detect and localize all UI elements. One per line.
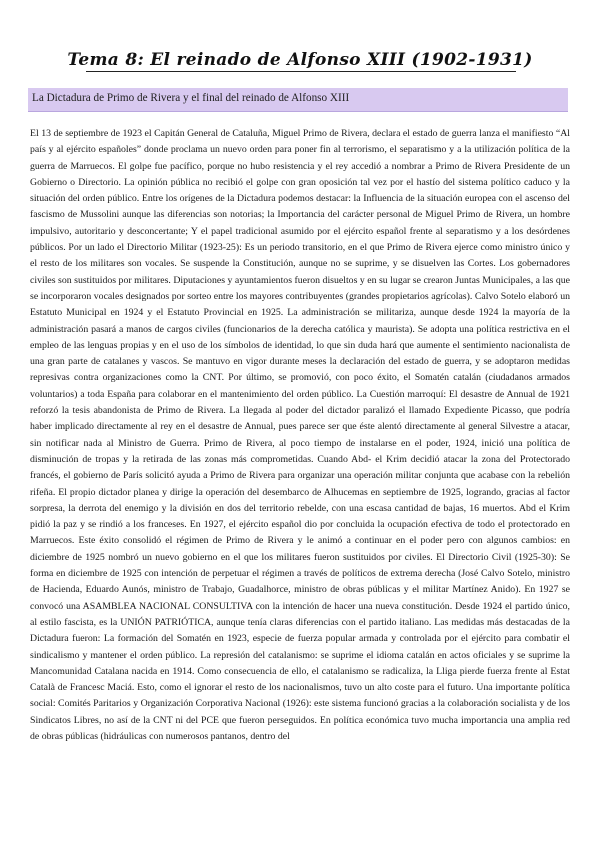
section-heading: La Dictadura de Primo de Rivera y el final del reinado de Alfonso XIII: [32, 92, 350, 104]
section-heading-bar: [28, 88, 568, 112]
body-paragraph: El 13 de septiembre de 1923 el Capitán General de Cataluña, Miguel Primo de Rivera, declara el estado de guerra lanza el manifiesto “Al país y al ejército españoles” donde proclama un nuevo orden para poner fin al terrorismo, el separatismo y a la utilización política de la guerra de Marruecos. El golpe fue pacífico, porque no hubo resistencia y el rey accedió a nombrar a Primo de Rivera Presidente de un Gobierno o Directorio. La opinión pública no recibió el golpe con gran oposición tal vez por el hastío del sistema político caduco y la situación del orden público. Entre los orígenes de la Dictadura podemos destacar: la Influencia de la situación europea con el ascenso del fascismo de Mussolini aunque las diferencias son notorias; la Importancia del carácter personal de Miguel Primo de Rivera, un hombre impulsivo, autoritario y desconcertante; Y el papel tradicional asumido por el ejército español frente al separatismo y a los desórdenes públicos. Por un lado el Directorio Militar (1923-25): Es un periodo transitorio, en el que Primo de Rivera ejerce como ministro único y el resto de los militares son vocales. Se suspende la Constitución, aunque no se suprime, y se disuelven las Cortes. Los gobernadores civiles son sustituidos por militares. Diputaciones y ayuntamientos fueron disueltos y en su lugar se crearon Juntas Municipales, a las que se incorporaron vocales designados por sorteo entre los mayores contribuyentes (grandes propietarios agrícolas). Calvo Sotelo elaboró un Estatuto Municipal en 1924 y el Estatuto Provincial en 1925. La administración se militariza, aunque desde 1924 la mayoría de la administración pasará a manos de cargos civiles (funcionarios de la derecha católica y maurista). Se adopta una política restrictiva en el empleo de las lenguas propias y en el uso de los símbolos de identidad, lo que sin duda hará que aumente el sentimiento nacionalista de una gran parte de catalanes y vascos. Se mantuvo en vigor durante meses la declaración del estado de guerra, y se adoptaron medidas represivas contra organizaciones como la CNT. Por último, se promovió, con poco éxito, el Somatén catalán (ciudadanos armados voluntarios) a toda España para colaborar en el mantenimiento del orden público. La Cuestión marroquí: El desastre de Annual de 1921 reforzó la tesis abandonista de Primo de Rivera. La llegada al poder del dictador paralizó el llamado Expediente Picasso, que podría haber implicado directamente al rey en el desastre de Annual, pues parece ser que éste alentó directamente al general Silvestre a atacar, sin notificar nada al Ministro de Guerra. Primo de Rivera, al poco tiempo de instalarse en el poder, 1924, inició una política de disminución de tropas y la retirada de las zonas más comprometidas. Cuando Abd- el Krim decidió atacar la zona del Protectorado francés, el gobierno de París solicitó ayuda a Primo de Rivera para organizar una operación militar conjunta que acabase con la rebelión rifeña. El propio dictador planea y dirige la operación del desembarco de Alhucemas en septiembre de 1925, logrando, gracias al factor sorpresa, la derrota del enemigo y la división en dos del territorio rebelde, con una escasa cantidad de bajas, 16 muertos. Abd el Krim pidió la paz y se rindió a los franceses. En 1927, el ejército español dio por concluida la ocupación efectiva de todo el protectorado en Marruecos. Este éxito consolidó el régimen de Primo de Rivera y le animó a continuar en el poder pero con algunos cambios: en diciembre de 1925 nombró un nuevo gobierno en el que los militares fueron sustituidos por civiles. El Directorio Civil (1925-30): Se forma en diciembre de 1925 con intención de perpetuar el régimen a través de políticos de extrema derecha (José Calvo Sotelo, ministro de Hacienda, Eduardo Aunós, ministro de Trabajo, Guadalhorce, ministro de obras públicas y el militar Martínez Anido). En 1927 se convocó una ASAMBLEA NACIONAL CONSULTIVA con la intención de hacer una nueva constitución. Desde 1924 el partido único, al estilo fascista, es la UNIÓN PATRIÓTICA, aunque tenía claras diferencias con el partido italiano. Las medidas más destacadas de la Dictadura fueron: La formación del Somatén en 1923, especie de fuerza popular armada y controlada por el ejército para combatir el sindicalismo y mantener el orden público. La represión del catalanismo: se suprime el idioma catalán en actos oficiales y se suprime la Mancomunidad Catalana nacida en 1914. Como consecuencia de ello, el catalanismo se radicaliza, la Lliga pierde fuerza frente al Estat Català de Francesc Maciá. Esto, como el ignorar el resto de los nacionalismos, tuvo un alto coste para el futuro. Una importante política social: Comités Paritarios y Organización Corporativa Nacional (1926): este sistema funcionó gracias a la colaboración socialista y de los Sindicatos Libres, no así de la CNT ni del PCE que fueron perseguidos. En política económica tuvo mucha importancia una amplia red de obras públicas (hidráulicas con numerosos pantanos, dentro del: [30, 128, 570, 742]
title-underline: [86, 71, 516, 72]
page-title: Tema 8: El reinado de Alfonso XIII (1902-1931): [67, 50, 533, 70]
